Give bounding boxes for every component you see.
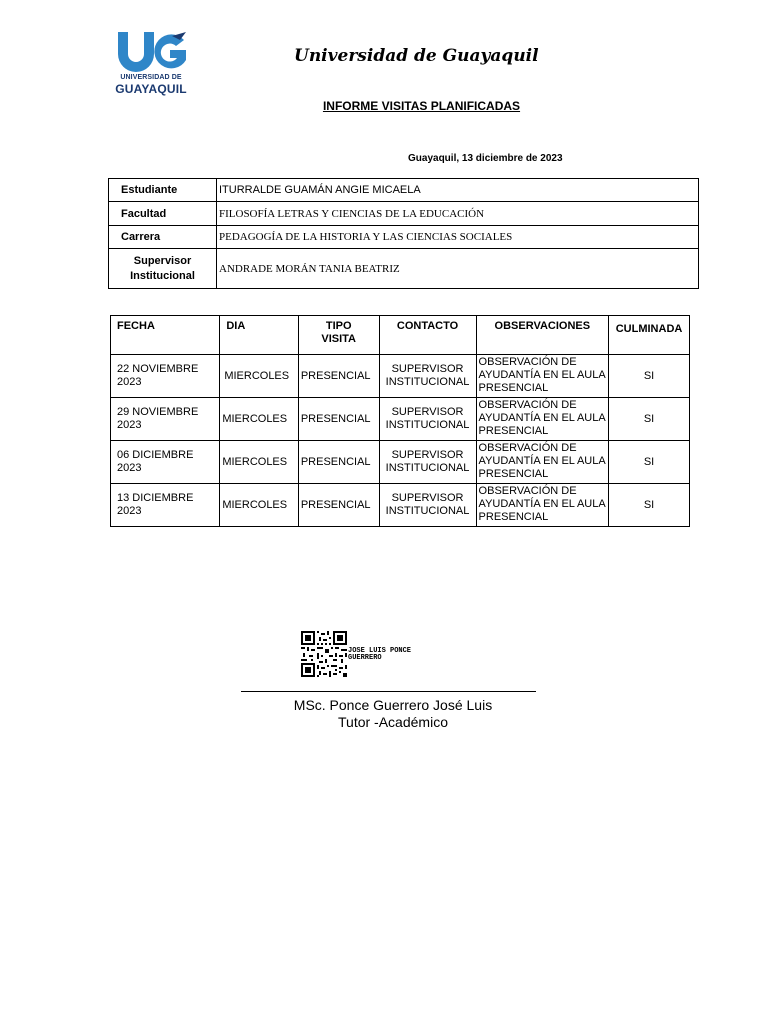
visits-header-row [111,316,690,355]
visit-completed: SI [609,441,690,484]
student-value: ITURRALDE GUAMÁN ANGIE MICAELA [217,179,699,202]
visit-contact-line2: INSTITUCIONAL [385,462,470,474]
university-logo [106,30,196,96]
visit-contact [379,398,476,441]
visit-completed: SI [609,355,690,398]
supervisor-value: ANDRADE MORÁN TANIA BEATRIZ [217,249,699,289]
signer-role: Tutor -Académico [338,714,448,730]
visit-date-line1: 06 DICIEMBRE [117,449,194,461]
visit-date-line1: 13 DICIEMBRE [117,492,194,504]
visit-day: MIERCOLES [220,441,299,484]
signer-name: MSc. Ponce Guerrero José Luis [293,697,493,713]
visit-contact-line2: INSTITUCIONAL [385,505,470,517]
report-date: Guayaquil, 13 diciembre de 2023 [408,153,563,164]
visit-observation [476,484,609,527]
visit-day: MIERCOLES [220,484,299,527]
visit-contact-line1: SUPERVISOR [391,492,464,504]
info-row-career [109,226,699,249]
ug-logo-mark [106,30,196,74]
visit-date [111,484,220,527]
visit-obs-line3: PRESENCIAL [478,425,549,437]
signer-line1: JOSE LUIS PONCE [348,647,412,655]
digital-signature-name [348,648,411,662]
supervisor-label-line1: Supervisor [133,254,192,267]
visit-completed: SI [609,484,690,527]
faculty-label-text: Facultad [121,207,167,220]
visit-contact-line1: SUPERVISOR [391,363,464,375]
visit-date [111,355,220,398]
visit-obs-line2: AYUDANTÍA EN EL AULA [478,498,606,510]
visit-contact-line1: SUPERVISOR [391,449,464,461]
visit-date-line1: 29 NOVIEMBRE [117,406,199,418]
visit-obs-line2: AYUDANTÍA EN EL AULA [478,455,606,467]
visit-contact [379,484,476,527]
visit-obs-line1: OBSERVACIÓN DE [478,485,577,497]
logo-text-line1: UNIVERSIDAD DE [120,74,182,81]
header-tipo-visita [298,316,379,355]
visit-contact-line2: INSTITUCIONAL [385,419,470,431]
visit-observation [476,355,609,398]
info-row-supervisor [109,249,699,289]
visit-type: PRESENCIAL [298,398,379,441]
visit-row [111,398,690,441]
info-row-student [109,179,699,202]
supervisor-label-line2: Institucional [130,269,195,282]
visit-date-line2: 2023 [117,376,142,388]
visit-completed: SI [609,398,690,441]
visit-row [111,441,690,484]
visit-date-line2: 2023 [117,505,142,517]
header-tipo-line1: TIPO [325,320,352,332]
signer-line2: GUERRERO [348,654,382,662]
visit-type: PRESENCIAL [298,484,379,527]
visit-row [111,355,690,398]
signature-line [241,691,536,692]
visit-obs-line1: OBSERVACIÓN DE [478,442,577,454]
header-dia: DIA [220,316,299,355]
visit-obs-line1: OBSERVACIÓN DE [478,356,577,368]
visit-obs-line3: PRESENCIAL [478,468,549,480]
visit-date [111,398,220,441]
visit-obs-line2: AYUDANTÍA EN EL AULA [478,369,606,381]
student-label [109,179,217,202]
header-culminada: CULMINADA [609,316,690,355]
report-title: INFORME VISITAS PLANIFICADAS [322,99,521,113]
student-info-table [108,178,699,289]
career-label [109,226,217,249]
visit-obs-line2: AYUDANTÍA EN EL AULA [478,412,606,424]
header-tipo-line2: VISITA [321,333,356,345]
visit-day: MIERCOLES [220,355,299,398]
visit-obs-line3: PRESENCIAL [478,382,549,394]
header-fecha: FECHA [111,316,220,355]
visit-observation [476,441,609,484]
supervisor-label [109,249,217,289]
student-label-text: Estudiante [121,184,178,196]
logo-text-line2: GUAYAQUIL [115,82,187,96]
university-title: Universidad de Guayaquil [294,46,539,66]
visit-contact-line1: SUPERVISOR [391,406,464,418]
visit-contact-line2: INSTITUCIONAL [385,376,470,388]
header-contacto: CONTACTO [379,316,476,355]
visit-observation [476,398,609,441]
faculty-label [109,202,217,226]
visit-date [111,441,220,484]
visit-obs-line1: OBSERVACIÓN DE [478,399,577,411]
visit-day: MIERCOLES [220,398,299,441]
visit-obs-line3: PRESENCIAL [478,511,549,523]
visit-date-line2: 2023 [117,462,142,474]
visit-row [111,484,690,527]
info-row-faculty [109,202,699,226]
faculty-value: FILOSOFÍA LETRAS Y CIENCIAS DE LA EDUCACIÓN [217,202,699,226]
visit-date-line1: 22 NOVIEMBRE [117,363,199,375]
visit-type: PRESENCIAL [298,355,379,398]
visit-contact [379,441,476,484]
visit-type: PRESENCIAL [298,441,379,484]
visits-table [110,315,690,527]
visit-contact [379,355,476,398]
header-observaciones: OBSERVACIONES [476,316,609,355]
visit-date-line2: 2023 [117,419,142,431]
qr-code-icon [301,631,347,677]
career-label-text: Carrera [121,231,161,243]
career-value: PEDAGOGÍA DE LA HISTORIA Y LAS CIENCIAS SOCIALES [217,226,699,249]
